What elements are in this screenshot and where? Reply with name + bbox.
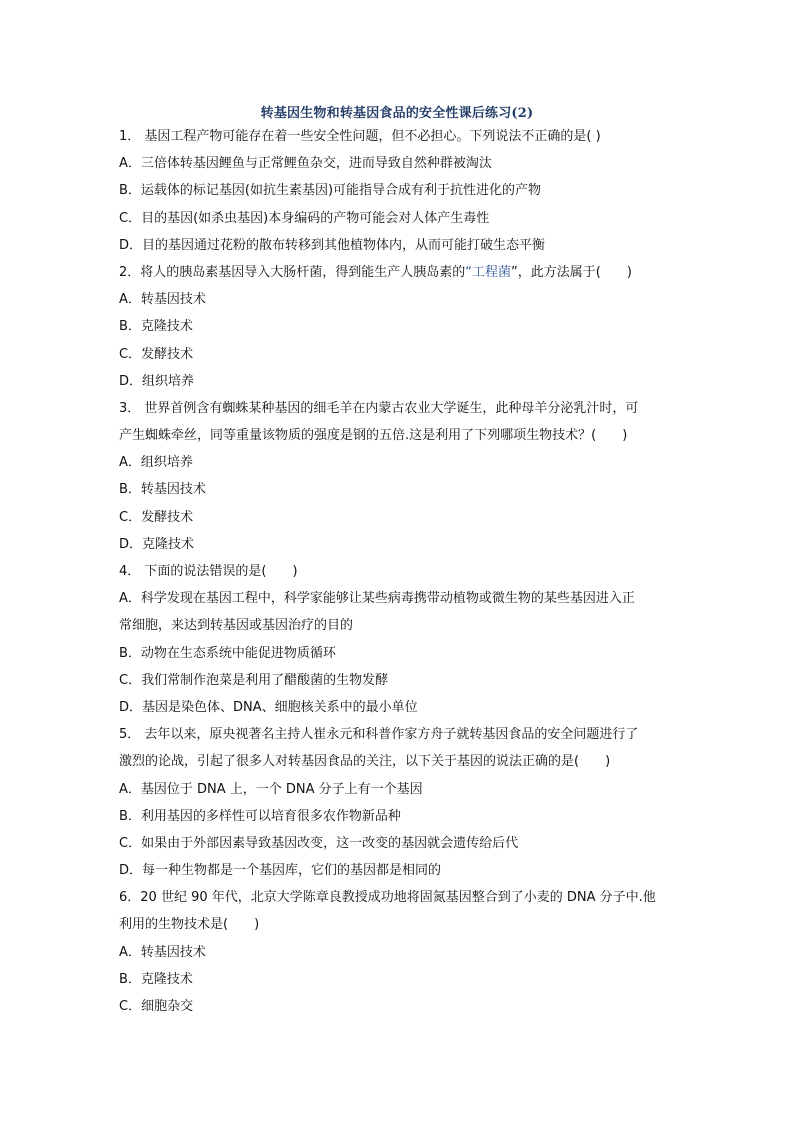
question-5-option-a: A．基因位于 DNA 上，一个 DNA 分子上有一个基因 — [119, 781, 423, 797]
question-5-stem-line-2: 激烈的论战，引起了很多人对转基因食品的关注，以下关于基因的说法正确的是( ) — [119, 754, 611, 770]
question-2-stem-start: 2．将人的胰岛素基因导入大肠杆菌，得到能生产人胰岛素的 — [119, 264, 466, 280]
question-4-option-b: B．动物在生态系统中能促进物质循环 — [119, 645, 336, 661]
question-3-option-c: C．发酵技术 — [119, 509, 194, 525]
question-5-stem-line-1: 5． 去年以来，原央视著名主持人崔永元和科普作家方舟子就转基因食品的安全问题进行了 — [119, 727, 639, 743]
question-3-option-d: D．克隆技术 — [119, 536, 195, 552]
question-4-option-d: D．基因是染色体、DNA、细胞核关系中的最小单位 — [119, 699, 418, 715]
document-title: 转基因生物和转基因食品的安全性课后练习(2) — [260, 106, 534, 121]
question-2-stem — [119, 259, 679, 286]
question-6-option-a: A．转基因技术 — [119, 944, 206, 960]
question-4-option-a-line-1: A．科学发现在基因工程中，科学家能够让某些病毒携带动植物或微生物的某些基因进入正 — [119, 591, 635, 607]
question-3-option-a: A．组织培养 — [119, 455, 193, 471]
question-5-option-b: B．利用基因的多样性可以培育很多农作物新品种 — [119, 808, 401, 824]
question-2-option-b: B．克隆技术 — [119, 319, 193, 335]
question-2-stem-quote: “工程菌 — [465, 264, 512, 280]
question-4-stem: 4． 下面的说法错误的是( ) — [119, 564, 298, 579]
question-3-option-b: B．转基因技术 — [119, 482, 206, 498]
question-6-stem-line-1: 6．20 世纪 90 年代，北京大学陈章良教授成功地将固氮基因整合到了小麦的 DNA 分子中.他 — [119, 890, 656, 906]
question-1-option-c: C．目的基因(如杀虫基因)本身编码的产物可能会对人体产生毒性 — [119, 210, 490, 226]
question-1-stem: 1． 基因工程产物可能存在着一些安全性问题，但不必担心。下列说法不正确的是( ) — [119, 129, 601, 144]
question-5-option-d: D．每一种生物都是一个基因库，它们的基因都是相同的 — [119, 863, 442, 879]
question-1-option-a: A．三倍体转基因鲤鱼与正常鲤鱼杂交，进而导致自然种群被淘汰 — [119, 156, 492, 172]
question-2-option-d: D．组织培养 — [119, 373, 195, 389]
question-5-option-c: C．如果由于外部因素导致基因改变，这一改变的基因就会遗传给后代 — [119, 835, 519, 851]
question-1-option-b: B．运载体的标记基因(如抗生素基因)可能指导合成有利于抗性进化的产物 — [119, 183, 542, 199]
question-list — [119, 123, 679, 1020]
question-3-stem-line-1: 3． 世界首例含有蜘蛛某种基因的细毛羊在内蒙古农业大学诞生，此种母羊分泌乳汁时，可 — [119, 400, 639, 416]
question-6-option-b: B．克隆技术 — [119, 971, 193, 987]
question-2-option-a: A．转基因技术 — [119, 292, 206, 308]
question-4-option-a-line-2: 常细胞，来达到转基因或基因治疗的目的 — [119, 618, 354, 634]
question-1-option-d: D．目的基因通过花粉的散布转移到其他植物体内，从而可能打破生态平衡 — [119, 237, 546, 253]
question-6-option-c: C．细胞杂交 — [119, 999, 194, 1014]
question-2-option-c: C．发酵技术 — [119, 346, 194, 362]
question-2-stem-end: ”，此方法属于( ) — [511, 264, 632, 280]
question-6-stem-line-2: 利用的生物技术是( ) — [119, 917, 260, 933]
question-3-stem-line-2: 产生蜘蛛牵丝，同等重量该物质的强度是钢的五倍.这是利用了下列哪项生物技术？( ) — [119, 428, 628, 444]
question-4-option-c: C．我们常制作泡菜是利用了醋酸菌的生物发酵 — [119, 672, 389, 688]
